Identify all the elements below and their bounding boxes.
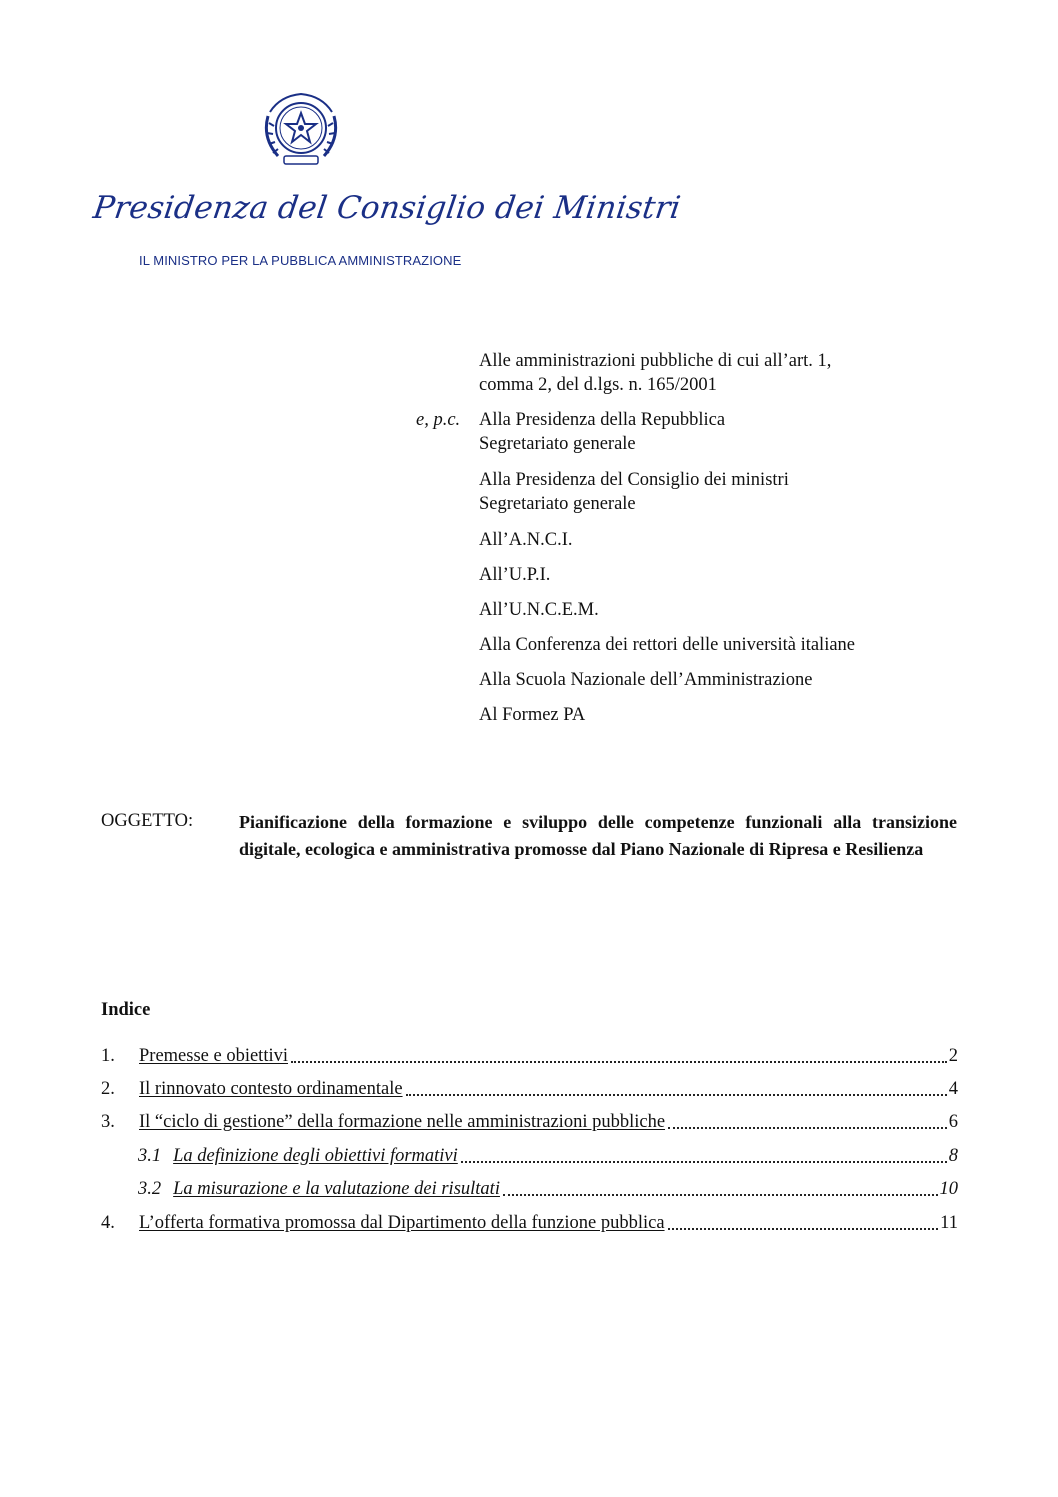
subject-text: Pianificazione della formazione e sviluppo delle competenze funzionali alla transizione digitale, ecologica e amministrativa promosse dal Piano Nazionale di Ripresa e Resilienza <box>239 812 957 859</box>
subject-label-row: OGGETTO: <box>101 811 194 831</box>
toc-entry-link[interactable]: Il rinnovato contesto ordinamentale <box>139 1079 403 1099</box>
toc-subentry[interactable] <box>101 1144 958 1168</box>
toc-entry-number: 4. <box>101 1213 115 1233</box>
toc-entry-link[interactable]: L’offerta formativa promossa dal Dipartimento della funzione pubblica <box>139 1213 665 1233</box>
recipient-main-line-1: Alle amministrazioni pubbliche di cui all’art. 1, <box>479 351 832 371</box>
recipient-main-line-2: comma 2, del d.lgs. n. 165/2001 <box>479 375 717 395</box>
toc-entry-page: 10 <box>939 1179 958 1199</box>
toc-entry[interactable] <box>101 1044 958 1068</box>
toc-entry-link[interactable]: Il “ciclo di gestione” della formazione nelle amministrazioni pubbliche <box>139 1112 666 1132</box>
cc-label: e, p.c. <box>416 410 461 430</box>
toc-entry-number: 3. <box>101 1112 115 1132</box>
toc-entry-number: 3.1 <box>138 1146 162 1166</box>
italian-republic-emblem-icon <box>258 86 344 172</box>
recipient-cc-5: All’U.N.C.E.M. <box>479 600 599 620</box>
toc-entry-page: 6 <box>948 1112 958 1132</box>
toc-leader-dots <box>406 1094 947 1096</box>
toc-entry-page: 11 <box>940 1213 958 1233</box>
toc-entry-number: 1. <box>101 1046 115 1066</box>
toc-entry-link[interactable]: Premesse e obiettivi <box>139 1046 288 1066</box>
toc-leader-dots <box>668 1127 947 1129</box>
organization-name: Presidenza del Consiglio dei Ministri <box>90 190 683 226</box>
toc-entry-link[interactable]: La definizione degli obiettivi formativi <box>173 1146 458 1166</box>
recipient-cc-2-line-1: Alla Presidenza del Consiglio dei ministri <box>479 470 789 490</box>
recipient-cc-4: All’U.P.I. <box>479 565 551 585</box>
toc-entry[interactable] <box>101 1077 958 1101</box>
recipient-cc-8: Al Formez PA <box>479 705 586 725</box>
toc-leader-dots <box>668 1228 939 1230</box>
recipient-cc-3: All’A.N.C.I. <box>479 530 573 550</box>
recipient-cc-2-line-2: Segretariato generale <box>479 494 636 514</box>
toc-entry[interactable] <box>101 1110 958 1134</box>
toc-entry-number: 2. <box>101 1079 115 1099</box>
toc-leader-dots <box>291 1061 947 1063</box>
recipient-cc-1-line-2: Segretariato generale <box>479 434 636 454</box>
recipient-cc-1-line-1: Alla Presidenza della Repubblica <box>479 410 726 430</box>
recipient-cc-7: Alla Scuola Nazionale dell’Amministrazione <box>479 670 813 690</box>
toc-leader-dots <box>503 1194 938 1196</box>
toc-leader-dots <box>461 1161 947 1163</box>
toc-entry-link[interactable]: La misurazione e la valutazione dei risultati <box>173 1179 500 1199</box>
recipient-cc-6: Alla Conferenza dei rettori delle università italiane <box>479 635 856 655</box>
toc-subentry[interactable] <box>101 1177 958 1201</box>
toc-entry-number: 3.2 <box>138 1179 162 1199</box>
toc-entry-page: 8 <box>948 1146 958 1166</box>
toc-entry[interactable] <box>101 1211 958 1235</box>
toc-entry-page: 4 <box>948 1079 958 1099</box>
toc-entry-page: 2 <box>948 1046 958 1066</box>
office-name: IL MINISTRO PER LA PUBBLICA AMMINISTRAZIONE <box>139 253 462 268</box>
subject-label: OGGETTO <box>101 811 189 831</box>
index-title: Indice <box>101 1000 151 1020</box>
